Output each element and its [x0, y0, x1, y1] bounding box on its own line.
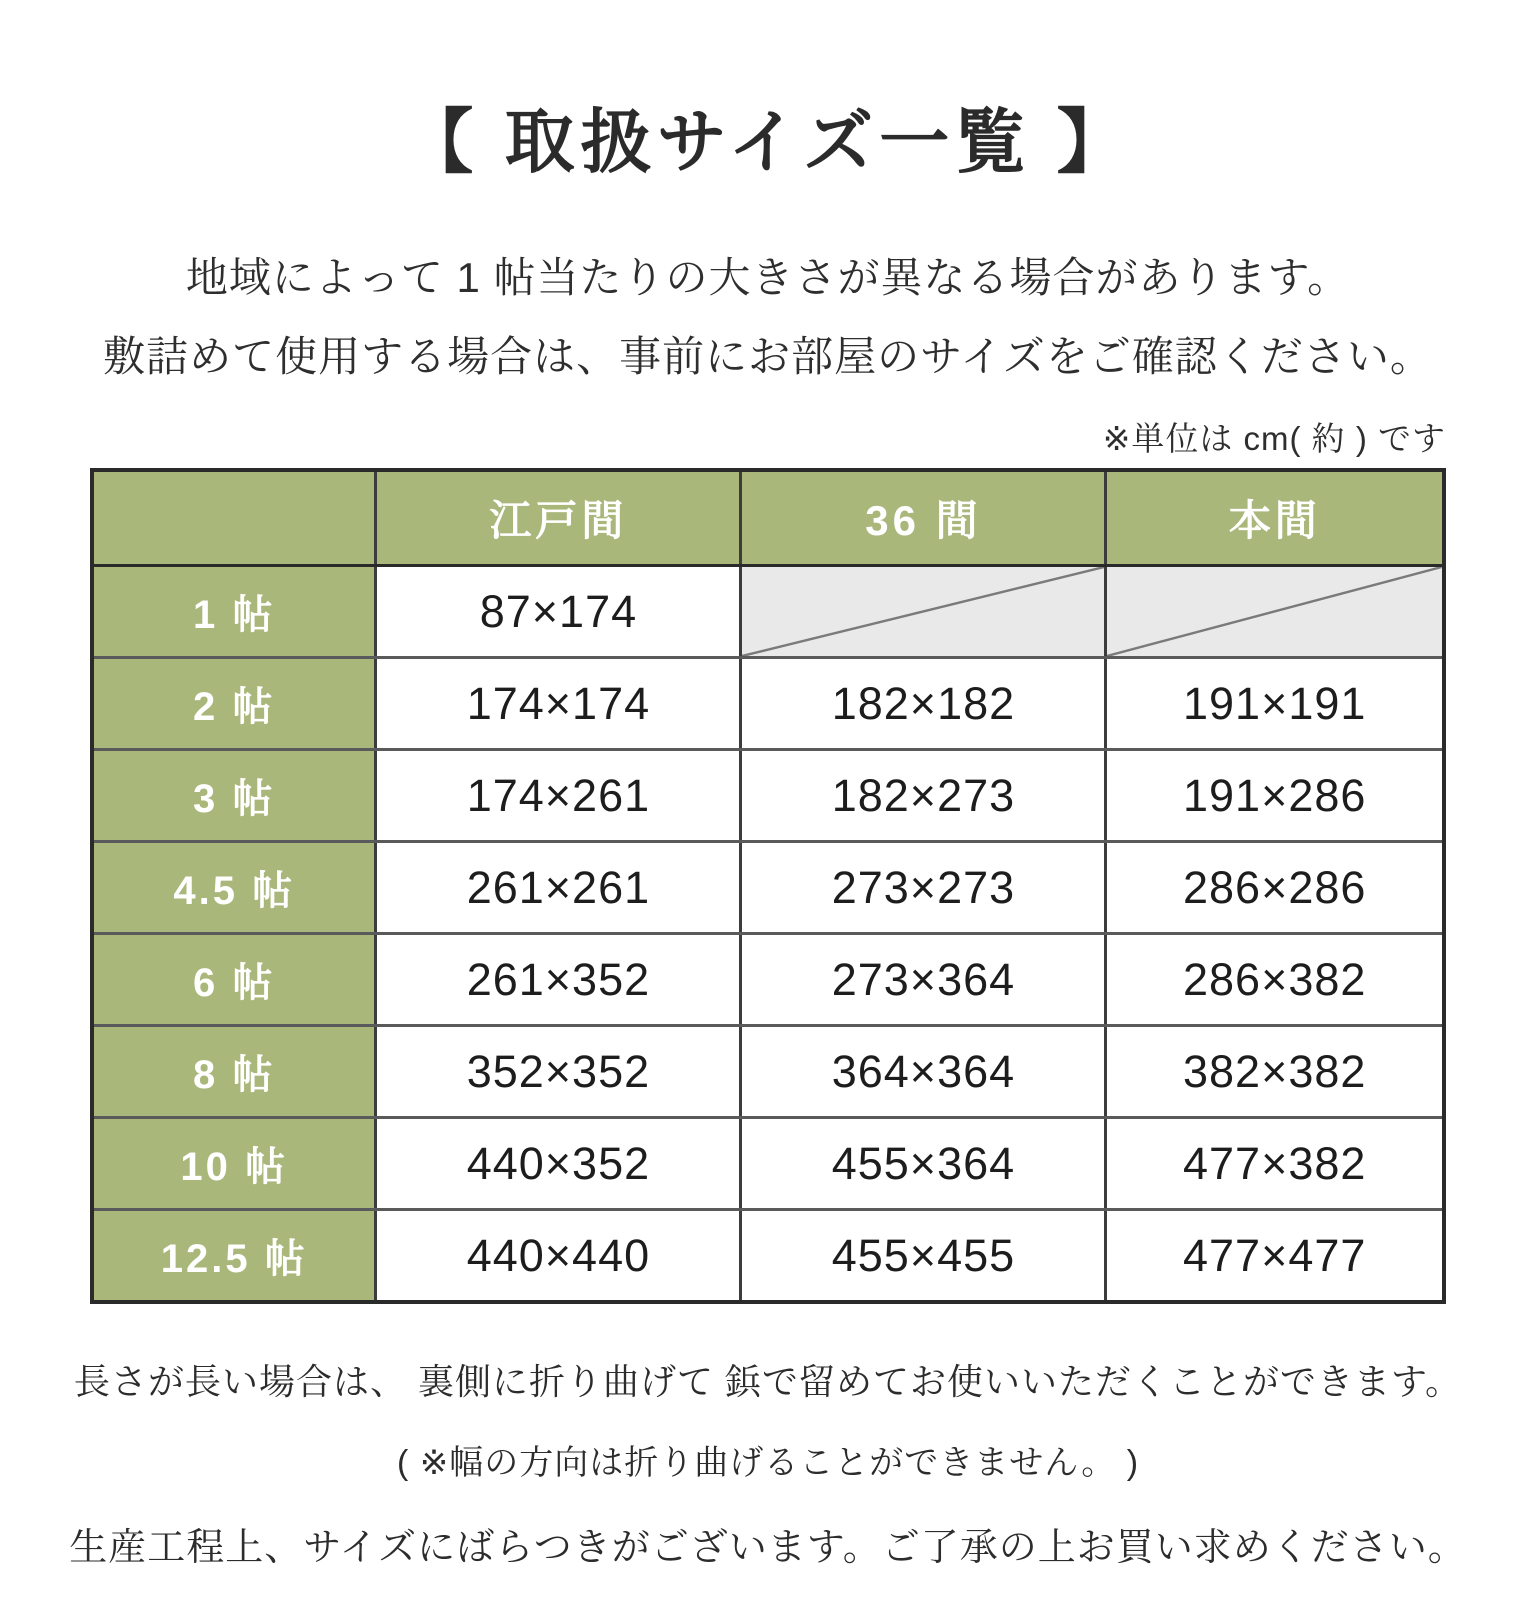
table-row — [92, 1026, 1444, 1118]
footer-note-fold: 長さが長い場合は、 裏側に折り曲げて 鋲で留めてお使いいただくことができます。 — [73, 1360, 1463, 1402]
footer-note-width: ( ※幅の方向は折り曲げることができません。 ) — [396, 1443, 1140, 1482]
not-available-cell — [1106, 566, 1444, 658]
size-chart-page — [0, 86, 1536, 1622]
table-row — [92, 750, 1444, 842]
size-cell: 364×364 — [741, 1026, 1106, 1118]
size-cell: 174×174 — [376, 658, 741, 750]
size-cell: 440×440 — [376, 1210, 741, 1302]
row-label: 2 帖 — [92, 658, 376, 750]
size-cell: 261×352 — [376, 934, 741, 1026]
table-row — [92, 566, 1444, 658]
table-row — [92, 934, 1444, 1026]
row-label: 1 帖 — [92, 566, 376, 658]
size-cell: 382×382 — [1106, 1026, 1444, 1118]
column-header-blank — [92, 470, 376, 566]
size-cell: 352×352 — [376, 1026, 741, 1118]
footer-notes — [0, 1354, 1536, 1571]
size-cell: 191×286 — [1106, 750, 1444, 842]
size-cell: 455×455 — [741, 1210, 1106, 1302]
row-label: 8 帖 — [92, 1026, 376, 1118]
page-title: 【 取扱サイズ一覧 】 — [403, 103, 1133, 181]
intro-line-2: 敷詰めて使用する場合は、事前にお部屋のサイズをご確認ください。 — [103, 332, 1433, 380]
size-cell: 182×273 — [741, 750, 1106, 842]
table-row — [92, 658, 1444, 750]
size-cell: 286×382 — [1106, 934, 1444, 1026]
row-label: 10 帖 — [92, 1118, 376, 1210]
row-label: 4.5 帖 — [92, 842, 376, 934]
not-available-cell — [741, 566, 1106, 658]
column-header-36ma: 36 間 — [741, 470, 1106, 566]
size-cell: 477×477 — [1106, 1210, 1444, 1302]
table-row — [92, 1210, 1444, 1302]
column-header-honma: 本間 — [1106, 470, 1444, 566]
table-row — [92, 842, 1444, 934]
row-label: 6 帖 — [92, 934, 376, 1026]
size-cell: 440×352 — [376, 1118, 741, 1210]
size-cell: 174×261 — [376, 750, 741, 842]
footer-note-tolerance: 生産工程上、サイズにばらつきがございます。ご了承の上お買い求めください。 — [69, 1526, 1467, 1569]
size-cell: 273×273 — [741, 842, 1106, 934]
header-row — [92, 470, 1444, 566]
size-cell: 477×382 — [1106, 1118, 1444, 1210]
size-cell: 191×191 — [1106, 658, 1444, 750]
intro-text — [0, 239, 1536, 397]
row-label: 12.5 帖 — [92, 1210, 376, 1302]
intro-line-1: 地域によって 1 帖当たりの大きさが異なる場合があります。 — [185, 254, 1351, 301]
diagonal-line-icon — [1107, 567, 1442, 656]
size-cell: 273×364 — [741, 934, 1106, 1026]
row-label: 3 帖 — [92, 750, 376, 842]
column-header-edoma: 江戸間 — [376, 470, 741, 566]
size-cell: 286×286 — [1106, 842, 1444, 934]
size-table — [90, 468, 1446, 1304]
unit-note: ※単位は cm( 約 ) です — [1102, 419, 1446, 457]
size-cell: 261×261 — [376, 842, 741, 934]
size-cell: 182×182 — [741, 658, 1106, 750]
diagonal-line-icon — [742, 567, 1104, 656]
size-cell: 455×364 — [741, 1118, 1106, 1210]
table-row — [92, 1118, 1444, 1210]
size-cell: 87×174 — [376, 566, 741, 658]
